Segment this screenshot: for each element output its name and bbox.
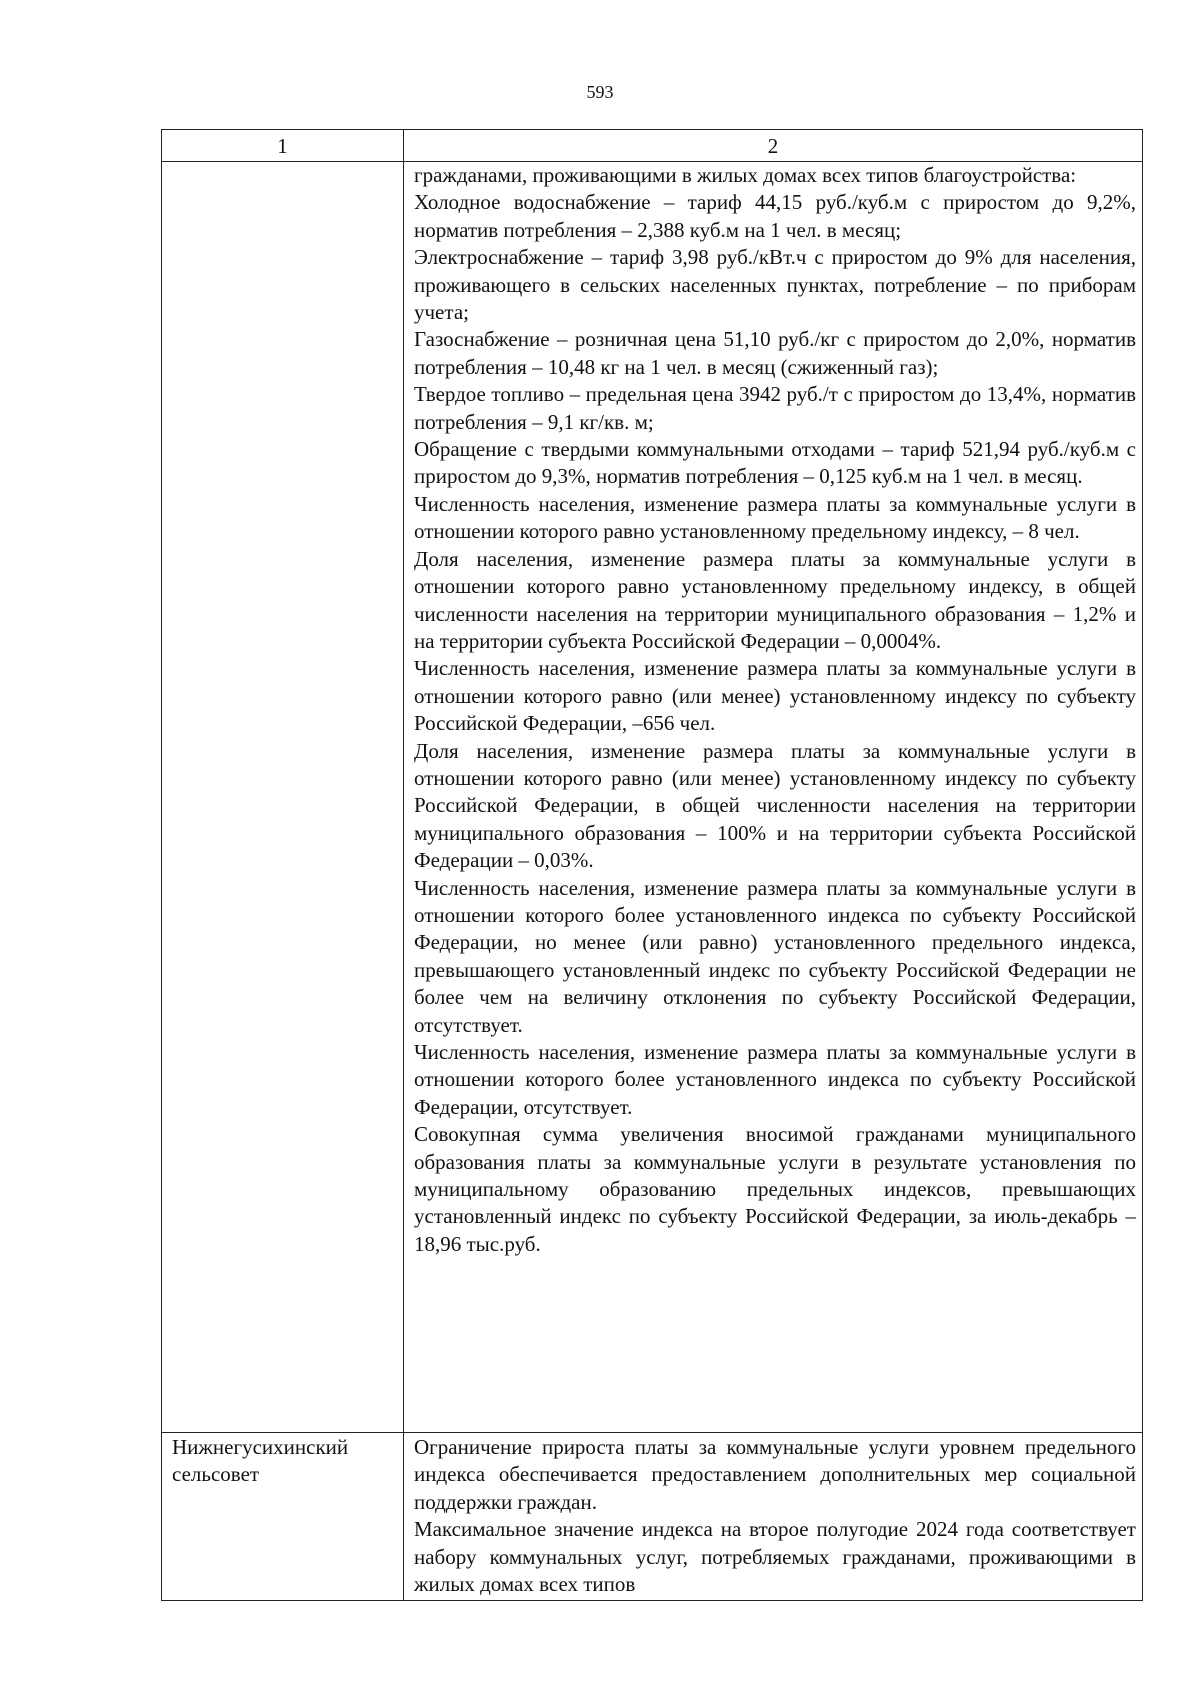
- paragraph: Численность населения, изменение размера платы за коммунальные услуги в отношении которого более установленного индекса по субъекту Российской Федерации, но менее (или равно) установленного предельного индекса, превышающего установленный индекс по субъекту Российской Федерации не более чем на величину отклонения по субъекту Российской Федерации, отсутствует.: [414, 875, 1136, 1037]
- column-header-1: 1: [277, 134, 288, 158]
- column-divider: [403, 130, 404, 1600]
- municipal-tariff-table: [161, 129, 1143, 1601]
- row-2-municipality-name: Нижнегусихинский сельсовет: [172, 1435, 349, 1487]
- page-number: 593: [586, 82, 614, 102]
- paragraph: Газоснабжение – розничная цена 51,10 руб./кг с приростом до 2,0%, норматив потребления – 10,48 кг на 1 чел. в месяц (сжиженный газ);: [414, 327, 1136, 379]
- row-2-description: [414, 1434, 1136, 1598]
- row-1-description: [414, 162, 1136, 1258]
- paragraph: Совокупная сумма увеличения вносимой гражданами муниципального образования платы за коммунальные услуги в результате установления по муниципальному образованию предельных индексов, превышающих установленный индекс по субъекту Российской Федерации, за июль-декабрь – 18,96 тыс.руб.: [414, 1122, 1136, 1256]
- paragraph: гражданами, проживающими в жилых домах всех типов благоустройства:: [414, 163, 1077, 187]
- row-divider: [162, 1432, 1142, 1433]
- paragraph: Обращение с твердыми коммунальными отходами – тариф 521,94 руб./куб.м с приростом до 9,3%, норматив потребления – 0,125 куб.м на 1 чел. в месяц.: [414, 437, 1136, 489]
- paragraph: Численность населения, изменение размера платы за коммунальные услуги в отношении которого равно установленному предельному индексу, – 8 чел.: [414, 491, 1136, 544]
- paragraph: Численность населения, изменение размера платы за коммунальные услуги в отношении которого равно (или менее) установленному индексу по субъекту Российской Федерации, –656 чел.: [414, 656, 1136, 736]
- paragraph: Электроснабжение – тариф 3,98 руб./кВт.ч с приростом до 9% для населения, проживающего в сельских населенных пунктах, потребление – по приборам учета;: [414, 245, 1136, 325]
- column-header-2: 2: [767, 134, 779, 158]
- paragraph: Доля населения, изменение размера платы за коммунальные услуги в отношении которого равно установленному предельному индексу, в общей численности населения на территории муниципального образования – 1,2% и на территории субъекта Российской Федерации – 0,0004%.: [414, 546, 1136, 653]
- paragraph: Численность населения, изменение размера платы за коммунальные услуги в отношении которого более установленного индекса по субъекту Российской Федерации, отсутствует.: [414, 1040, 1136, 1119]
- paragraph: Доля населения, изменение размера платы за коммунальные услуги в отношении которого равно (или менее) установленному индексу по субъекту Российской Федерации, в общей численности населения на территории муниципального образования – 100% и на территории субъекта Российской Федерации – 0,03%.: [414, 738, 1136, 873]
- paragraph: Холодное водоснабжение – тариф 44,15 руб./куб.м с приростом до 9,2%, норматив потребления – 2,388 куб.м на 1 чел. в месяц;: [414, 190, 1136, 242]
- paragraph: Ограничение прироста платы за коммунальные услуги уровнем предельного индекса обеспечивается предоставлением дополнительных мер социальной поддержки граждан.: [414, 1435, 1136, 1514]
- paragraph: Твердое топливо – предельная цена 3942 руб./т с приростом до 13,4%, норматив потребления – 9,1 кг/кв. м;: [414, 382, 1136, 434]
- paragraph: Максимальное значение индекса на второе полугодие 2024 года соответствует набору коммунальных услуг, потребляемых гражданами, проживающими в жилых домах всех типов: [414, 1517, 1136, 1597]
